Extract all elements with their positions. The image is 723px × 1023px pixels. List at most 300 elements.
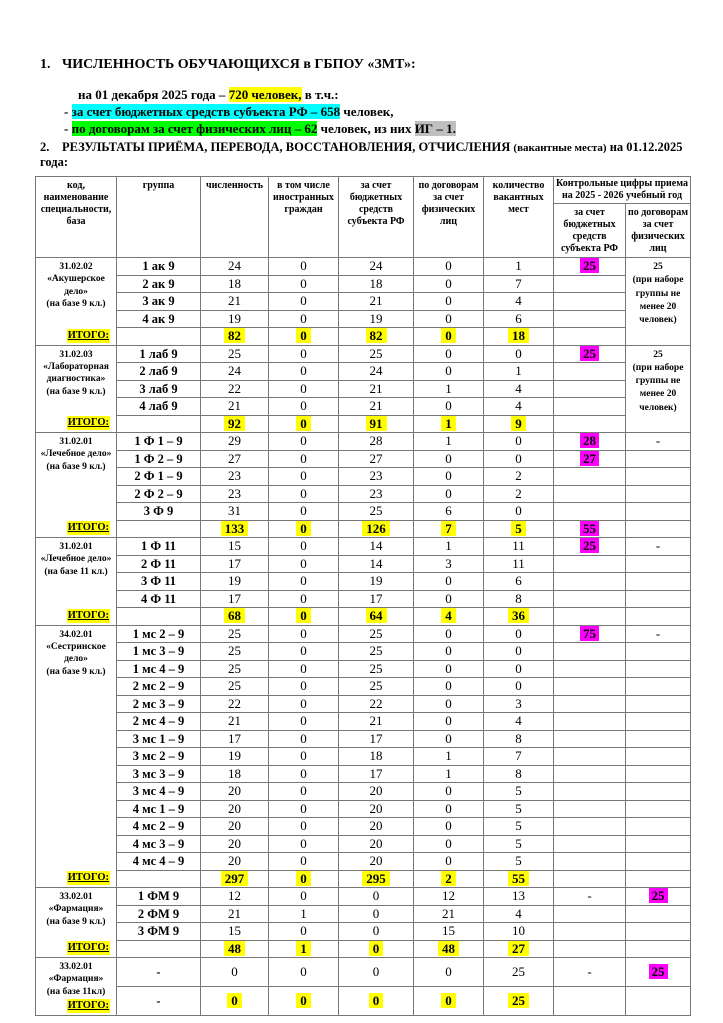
group-cell: 4 мс 4 – 9 (117, 853, 201, 871)
specialty-name: «Лечебное дело» (40, 554, 112, 565)
kcp-budget-cell (554, 905, 626, 923)
value-cell: 23 (201, 485, 269, 503)
kcp-budget-total-cell (554, 608, 626, 626)
value-cell: 18 (339, 748, 414, 766)
total-cell: 82 (339, 328, 414, 346)
value-cell: 0 (414, 310, 484, 328)
kcp-note-text: (при наборе группы не менее 20 человек) (632, 275, 684, 326)
value-cell: 0 (269, 783, 339, 801)
value-cell: 0 (269, 643, 339, 661)
specialty-cell (36, 345, 117, 433)
kcp-budget-cell (554, 800, 626, 818)
table-row (36, 310, 691, 328)
group-cell: 2 ак 9 (117, 275, 201, 293)
value-cell: 0 (414, 678, 484, 696)
kcp-contract-cell (626, 660, 691, 678)
group-cell: 2 Ф 1 – 9 (117, 468, 201, 486)
value-cell: 0 (414, 398, 484, 416)
kcp-budget-cell (554, 853, 626, 871)
kcp-budget-cell (554, 485, 626, 503)
contract-students-highlight: по договорам за счет физических лиц – 62 (71, 121, 318, 136)
value-cell: 19 (201, 573, 269, 591)
value-cell: 0 (484, 433, 554, 451)
kcp-contract-cell (626, 800, 691, 818)
itogo-label: ИТОГО: (67, 942, 109, 954)
value-cell: 24 (339, 258, 414, 276)
kcp-contract-total-cell (626, 987, 691, 1016)
value-cell: 8 (484, 590, 554, 608)
table-row (36, 625, 691, 643)
value-cell: 0 (269, 398, 339, 416)
specialty-base: (на базе 9 кл.) (46, 916, 106, 927)
value-cell: 20 (339, 853, 414, 871)
table-row (36, 783, 691, 801)
group-cell: 4 Ф 11 (117, 590, 201, 608)
kcp-contract-cell (626, 503, 691, 521)
specialty-cell (36, 958, 117, 1016)
total-cell: 297 (201, 870, 269, 888)
specialty-name: «Акушерское дело» (47, 274, 105, 297)
value-cell: 21 (201, 398, 269, 416)
table-row (36, 748, 691, 766)
col-header-count: численность (201, 177, 269, 258)
total-cell: 9 (484, 415, 554, 433)
specialty-cell (36, 888, 117, 958)
table-row (36, 468, 691, 486)
specialty-cell (36, 625, 117, 888)
value-cell: 0 (269, 695, 339, 713)
specialty-cell (36, 433, 117, 538)
totals-row (36, 870, 691, 888)
value-cell: 0 (269, 748, 339, 766)
kcp-contract-total-cell (626, 940, 691, 958)
value-cell: 0 (414, 258, 484, 276)
group-cell (117, 870, 201, 888)
value-cell: 0 (484, 660, 554, 678)
kcp-contract-cell (626, 818, 691, 836)
kcp-budget-total-cell (554, 870, 626, 888)
value-cell: 25 (201, 660, 269, 678)
total-cell: 0 (269, 608, 339, 626)
value-cell: 0 (269, 258, 339, 276)
group-cell: 3 Ф 9 (117, 503, 201, 521)
specialty-name: «Фармация» (48, 974, 104, 985)
totals-row (36, 987, 691, 1016)
value-cell: 0 (484, 345, 554, 363)
group-cell: 3 мс 3 – 9 (117, 765, 201, 783)
group-cell: 2 ФМ 9 (117, 905, 201, 923)
specialty-base: (на базе 11кл) (46, 986, 106, 997)
value-cell: 18 (339, 275, 414, 293)
totals-row (36, 608, 691, 626)
kcp-note-value: 25 (653, 349, 663, 360)
group-cell: 1 ФМ 9 (117, 888, 201, 906)
specialty-name: «Сестринское дело» (46, 641, 106, 665)
specialty-code: 33.02.01 (59, 962, 93, 972)
specialty-base: (на базе 9 кл.) (46, 666, 106, 677)
value-cell: 25 (339, 643, 414, 661)
total-cell: 18 (484, 328, 554, 346)
col-header-vacant: количество вакантных мест (484, 177, 554, 258)
group-cell: 2 Ф 2 – 9 (117, 485, 201, 503)
value-cell: 25 (339, 625, 414, 643)
contract-students-middle: человек, из них (317, 121, 415, 136)
total-cell: 0 (339, 987, 414, 1016)
value-cell: 2 (484, 485, 554, 503)
budget-students-highlight: за счет бюджетных средств субъекта РФ – 658 (71, 104, 341, 119)
kcp-contract-cell (626, 590, 691, 608)
value-cell: 0 (414, 293, 484, 311)
value-cell: 27 (339, 450, 414, 468)
section2-heading (40, 140, 693, 170)
group-cell: 4 мс 2 – 9 (117, 818, 201, 836)
specialty-base: (на базе 9 кл.) (46, 386, 106, 397)
table-row (36, 573, 691, 591)
group-cell: 2 мс 2 – 9 (117, 678, 201, 696)
value-cell: 0 (269, 555, 339, 573)
value-cell: 25 (201, 625, 269, 643)
group-cell: 1 Ф 11 (117, 538, 201, 556)
value-cell: 31 (201, 503, 269, 521)
kcp-note-value: 25 (653, 262, 663, 272)
value-cell: 0 (484, 450, 554, 468)
group-cell: 3 мс 1 – 9 (117, 730, 201, 748)
value-cell: 0 (269, 625, 339, 643)
kcp-note-cell (626, 258, 691, 346)
value-cell: 18 (201, 765, 269, 783)
value-cell: 0 (414, 643, 484, 661)
foreign-students-highlight: ИГ – 1. (414, 121, 456, 136)
value-cell: 11 (484, 538, 554, 556)
value-cell: 27 (201, 450, 269, 468)
group-cell: 2 Ф 11 (117, 555, 201, 573)
value-cell: 0 (269, 433, 339, 451)
kcp-budget-cell (554, 503, 626, 521)
value-cell: 7 (484, 748, 554, 766)
value-cell: 7 (484, 275, 554, 293)
kcp-budget-cell: 27 (554, 450, 626, 468)
value-cell: 8 (484, 730, 554, 748)
value-cell: 17 (339, 590, 414, 608)
value-cell: 0 (269, 730, 339, 748)
value-cell: 0 (201, 958, 269, 987)
value-cell: 0 (269, 485, 339, 503)
kcp-budget-cell: 75 (554, 625, 626, 643)
table-row (36, 590, 691, 608)
table-row (36, 345, 691, 363)
group-cell: 3 мс 4 – 9 (117, 783, 201, 801)
kcp-budget-cell: - (554, 958, 626, 987)
value-cell: 0 (414, 800, 484, 818)
group-cell: 2 лаб 9 (117, 363, 201, 381)
value-cell: 17 (339, 765, 414, 783)
kcp-contract-cell (626, 695, 691, 713)
value-cell: 20 (201, 835, 269, 853)
value-cell: 0 (339, 958, 414, 987)
itogo-label: ИТОГО: (67, 522, 109, 534)
group-cell: 1 Ф 2 – 9 (117, 450, 201, 468)
specialty-name: «Лечебное дело» (40, 449, 112, 460)
section2-title-small: (вакантные места) (513, 142, 607, 154)
specialty-code: 31.02.03 (59, 349, 93, 360)
kcp-contract-cell (626, 485, 691, 503)
kcp-contract-cell (626, 923, 691, 941)
totals-row (36, 520, 691, 538)
value-cell: 0 (414, 485, 484, 503)
value-cell: 10 (484, 923, 554, 941)
value-cell: 12 (414, 888, 484, 906)
total-cell: 2 (414, 870, 484, 888)
kcp-budget-cell (554, 643, 626, 661)
totals-row (36, 940, 691, 958)
kcp-budget-cell (554, 923, 626, 941)
group-cell: 4 ак 9 (117, 310, 201, 328)
value-cell: 17 (339, 730, 414, 748)
bullet-dash: - (64, 104, 72, 119)
total-cell: 0 (414, 328, 484, 346)
value-cell: 0 (269, 660, 339, 678)
value-cell: 0 (269, 573, 339, 591)
total-cell: 133 (201, 520, 269, 538)
value-cell: 8 (484, 765, 554, 783)
kcp-contract-total-cell (626, 870, 691, 888)
kcp-budget-cell (554, 363, 626, 381)
total-cell: 64 (339, 608, 414, 626)
group-cell: 4 мс 1 – 9 (117, 800, 201, 818)
table-row (36, 800, 691, 818)
value-cell: 25 (201, 345, 269, 363)
value-cell: 0 (269, 888, 339, 906)
value-cell: 0 (414, 450, 484, 468)
value-cell: 25 (201, 678, 269, 696)
enrollment-summary (40, 86, 693, 137)
specialty-code: 31.02.02 (59, 262, 93, 272)
table-row (36, 433, 691, 451)
group-cell: 1 мс 3 – 9 (117, 643, 201, 661)
value-cell: 0 (269, 503, 339, 521)
table-row (36, 485, 691, 503)
bullet-dash: - (64, 121, 72, 136)
value-cell: 22 (339, 695, 414, 713)
enrollment-date-text: на 01 декабря 2025 года – (78, 87, 229, 102)
section1-number: 1. (40, 57, 51, 72)
kcp-note-text: (при наборе группы не менее 20 человек) (632, 362, 684, 413)
kcp-budget-cell (554, 695, 626, 713)
specialty-base: (на базе 11 кл.) (44, 566, 108, 577)
value-cell: 0 (269, 275, 339, 293)
specialty-code: 34.02.01 (59, 629, 93, 640)
table-row (36, 818, 691, 836)
group-cell: 3 мс 2 – 9 (117, 748, 201, 766)
value-cell: 4 (484, 293, 554, 311)
value-cell: 0 (269, 958, 339, 987)
section1-heading (40, 57, 693, 73)
kcp-budget-cell (554, 783, 626, 801)
enrollment-total-suffix: в т.ч.: (301, 87, 339, 102)
value-cell: 0 (484, 643, 554, 661)
total-cell: 0 (269, 520, 339, 538)
group-cell: 1 ак 9 (117, 258, 201, 276)
kcp-budget-cell (554, 730, 626, 748)
total-cell: 1 (414, 415, 484, 433)
value-cell: 14 (339, 555, 414, 573)
value-cell: 25 (339, 345, 414, 363)
table-row (36, 678, 691, 696)
value-cell: 28 (339, 433, 414, 451)
kcp-budget-cell (554, 555, 626, 573)
value-cell: 11 (484, 555, 554, 573)
table-row (36, 450, 691, 468)
kcp-contract-cell (626, 468, 691, 486)
value-cell: 20 (339, 800, 414, 818)
total-cell: 0 (339, 940, 414, 958)
kcp-budget-cell (554, 398, 626, 416)
group-cell: 4 мс 3 – 9 (117, 835, 201, 853)
table-row (36, 888, 691, 906)
value-cell: 0 (269, 923, 339, 941)
specialty-cell (36, 538, 117, 626)
group-cell: 3 ФМ 9 (117, 923, 201, 941)
table-row (36, 293, 691, 311)
kcp-contract-cell: - (626, 433, 691, 451)
value-cell: 20 (201, 800, 269, 818)
kcp-budget-cell (554, 310, 626, 328)
group-cell (117, 415, 201, 433)
kcp-contract-cell (626, 730, 691, 748)
value-cell: 0 (269, 853, 339, 871)
group-cell: - (117, 987, 201, 1016)
value-cell: 17 (201, 555, 269, 573)
col-header-kcp-contract: по договорам за счет физических лиц (626, 204, 691, 258)
value-cell: 0 (484, 678, 554, 696)
value-cell: 19 (339, 310, 414, 328)
group-cell: 2 мс 4 – 9 (117, 713, 201, 731)
kcp-budget-cell: 25 (554, 538, 626, 556)
group-cell: 1 мс 4 – 9 (117, 660, 201, 678)
value-cell: 15 (201, 923, 269, 941)
total-cell: 1 (269, 940, 339, 958)
value-cell: 0 (484, 503, 554, 521)
value-cell: 0 (339, 923, 414, 941)
value-cell: 21 (339, 293, 414, 311)
kcp-budget-total-cell (554, 987, 626, 1016)
value-cell: 17 (201, 590, 269, 608)
kcp-contract-cell (626, 748, 691, 766)
kcp-budget-cell (554, 835, 626, 853)
kcp-budget-total-cell (554, 415, 626, 433)
budget-students-line (64, 103, 693, 120)
group-cell: 1 мс 2 – 9 (117, 625, 201, 643)
value-cell: 1 (484, 363, 554, 381)
value-cell: 0 (414, 275, 484, 293)
kcp-budget-cell (554, 293, 626, 311)
kcp-budget-cell (554, 380, 626, 398)
value-cell: 0 (414, 853, 484, 871)
value-cell: 20 (339, 818, 414, 836)
value-cell: 17 (201, 730, 269, 748)
value-cell: 6 (414, 503, 484, 521)
total-cell: 91 (339, 415, 414, 433)
group-cell: 3 ак 9 (117, 293, 201, 311)
table-row (36, 765, 691, 783)
value-cell: 0 (414, 958, 484, 987)
value-cell: 4 (484, 398, 554, 416)
value-cell: 0 (414, 625, 484, 643)
itogo-label: ИТОГО: (67, 609, 109, 621)
table-row (36, 835, 691, 853)
kcp-contract-cell (626, 555, 691, 573)
kcp-contract-cell: - (626, 625, 691, 643)
value-cell: 1 (269, 905, 339, 923)
kcp-budget-cell (554, 713, 626, 731)
budget-students-suffix: человек, (340, 104, 394, 119)
total-cell: 126 (339, 520, 414, 538)
kcp-contract-cell (626, 678, 691, 696)
kcp-contract-cell (626, 713, 691, 731)
kcp-contract-cell (626, 450, 691, 468)
kcp-contract-cell: 25 (626, 888, 691, 906)
total-cell: 36 (484, 608, 554, 626)
group-cell: 4 лаб 9 (117, 398, 201, 416)
value-cell: 0 (269, 450, 339, 468)
value-cell: 13 (484, 888, 554, 906)
table-row (36, 398, 691, 416)
table-row (36, 555, 691, 573)
section2-title-post: на 01.12.2025 года: (40, 140, 683, 169)
specialty-code: 33.02.01 (59, 892, 93, 902)
value-cell: 25 (339, 503, 414, 521)
value-cell: 22 (201, 695, 269, 713)
col-header-kcp-group: Контрольные цифры приема на 2025 - 2026 учебный год (554, 177, 691, 204)
table-row (36, 923, 691, 941)
specialty-name: «Лабораторная диагностика» (43, 361, 109, 385)
total-cell: 0 (414, 987, 484, 1016)
value-cell: 0 (269, 678, 339, 696)
total-cell: 48 (414, 940, 484, 958)
col-header-group: группа (117, 177, 201, 258)
value-cell: 0 (269, 345, 339, 363)
kcp-contract-cell (626, 835, 691, 853)
value-cell: 0 (339, 888, 414, 906)
kcp-budget-cell (554, 573, 626, 591)
value-cell: 20 (201, 853, 269, 871)
value-cell: 0 (339, 905, 414, 923)
kcp-contract-cell (626, 765, 691, 783)
group-cell: 3 лаб 9 (117, 380, 201, 398)
value-cell: 21 (201, 713, 269, 731)
value-cell: 5 (484, 835, 554, 853)
total-cell: 0 (269, 328, 339, 346)
kcp-budget-cell: 25 (554, 258, 626, 276)
value-cell: 0 (269, 310, 339, 328)
total-cell: 25 (484, 987, 554, 1016)
value-cell: 0 (414, 835, 484, 853)
value-cell: 4 (484, 905, 554, 923)
group-cell: - (117, 958, 201, 987)
value-cell: 0 (414, 713, 484, 731)
table-row (36, 643, 691, 661)
total-cell: 92 (201, 415, 269, 433)
kcp-budget-cell (554, 660, 626, 678)
table-row (36, 660, 691, 678)
results-table (35, 176, 691, 1016)
value-cell: 0 (269, 468, 339, 486)
value-cell: 24 (201, 363, 269, 381)
kcp-contract-cell: 25 (626, 958, 691, 987)
kcp-budget-cell (554, 590, 626, 608)
total-students-highlight: 720 человек, (228, 87, 302, 102)
total-cell: 0 (201, 987, 269, 1016)
